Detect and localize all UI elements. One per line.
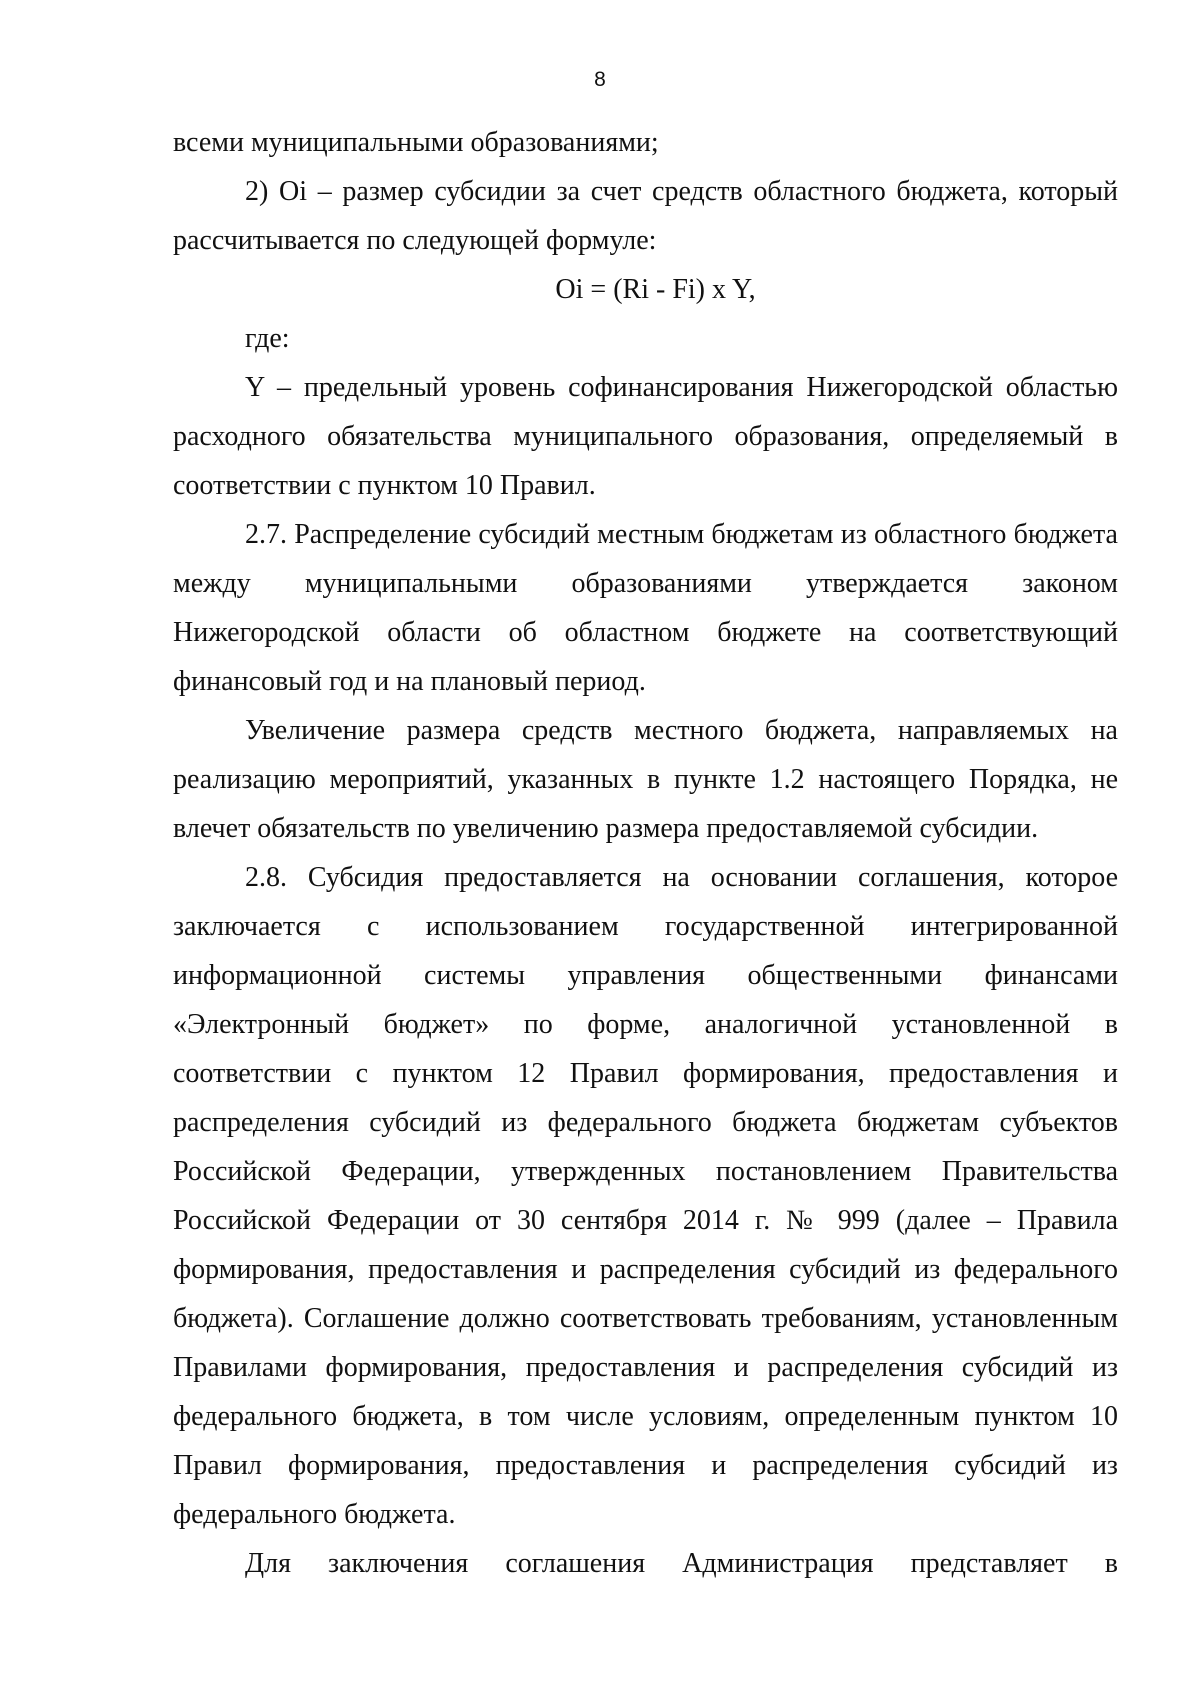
formula: Oi = (Ri - Fi) x Y, (555, 274, 756, 305)
paragraph-agreement: Для заключения соглашения Администрация представляет в (245, 1548, 1118, 1579)
paragraph-2-8: 2.8. Субсидия предоставляется на основании соглашения, которое заключается с использованием государственной интегрированной информационной системы управления общественными финансами «Электронный бюджет» по форме, аналогичной установленной в соответствии с пунктом 12 Правил формирования, предоставления и распределения субсидий из федерального бюджета бюджетам субъектов Российской Федерации, утвержденных постановлением Правительства Российской Федерации от 30 сентября 2014 г. № 999 (далее – Правила формирования, предоставления и распределения субсидий из федерального бюджета). Соглашение должно соответствовать требованиям, установленным Правилами формирования, предоставления и распределения субсидий из федерального бюджета, в том числе условиям, определенным пунктом 10 Правил формирования, предоставления и распределения субсидий из федерального бюджета. (173, 862, 1118, 1530)
document-body (173, 118, 1118, 1588)
paragraph-where: где: (245, 323, 290, 354)
paragraph-increase: Увеличение размера средств местного бюджета, направляемых на реализацию мероприятий, указанных в пункте 1.2 настоящего Порядка, не влечет обязательств по увеличению размера предоставляемой субсидии. (173, 715, 1118, 844)
paragraph-continuation: всеми муниципальными образованиями; (173, 127, 659, 158)
paragraph-item-2: 2) Oi – размер субсидии за счет средств областного бюджета, который рассчитывается по следующей формуле: (173, 176, 1118, 256)
paragraph-y-definition: Y – предельный уровень софинансирования Нижегородской областью расходного обязательства муниципального образования, определяемый в соответствии с пунктом 10 Правил. (173, 372, 1118, 501)
paragraph-2-7: 2.7. Распределение субсидий местным бюджетам из областного бюджета между муниципальными образованиями утверждается законом Нижегородской области об областном бюджете на соответствующий финансовый год и на плановый период. (173, 519, 1118, 697)
page-number: 8 (594, 68, 606, 91)
